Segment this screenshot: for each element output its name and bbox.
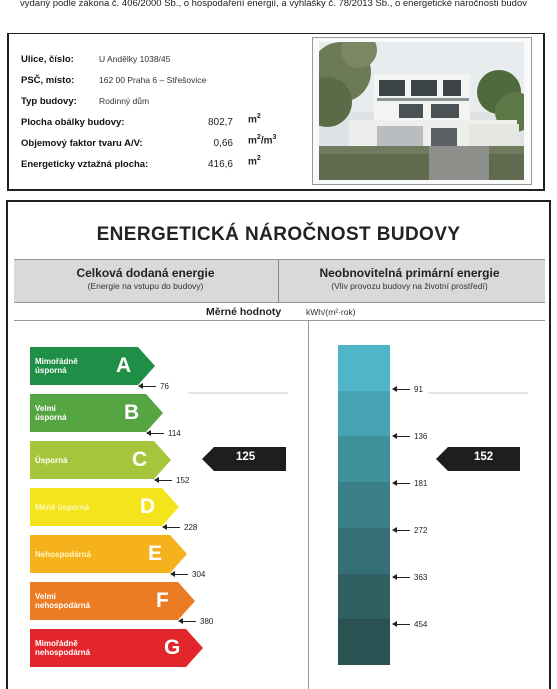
energy-class-letter: A — [116, 354, 132, 377]
column-header-band — [14, 259, 545, 303]
info-row-area — [21, 155, 311, 176]
threshold-arrow-icon — [158, 480, 172, 481]
shape-unit — [248, 134, 276, 146]
street-value: U Andělky 1038/45 — [99, 54, 171, 64]
specific-values-title: Měrné hodnoty — [206, 306, 282, 318]
left-threshold-152 — [158, 476, 189, 485]
legal-header-line: vydaný podle zákona č. 406/2000 Sb., o hospodaření energií, a vyhlášky č. 78/2013 Sb., o energetické náročnosti budov — [20, 0, 528, 9]
energy-class-label — [35, 550, 91, 559]
energy-class-e — [30, 535, 188, 573]
info-row-shape — [21, 134, 311, 155]
right-threshold-454 — [396, 620, 427, 629]
ladder-segment — [338, 482, 390, 528]
right-threshold-136 — [396, 432, 427, 441]
left-threshold-value: 304 — [192, 570, 206, 579]
ladder-segment — [338, 391, 390, 437]
ladder-segment — [338, 528, 390, 574]
right-column-header — [282, 266, 537, 291]
left-threshold-value: 114 — [168, 429, 181, 438]
specific-values-unit: kWh/(m²·rok) — [306, 307, 356, 317]
area-unit-base: m — [248, 156, 257, 168]
info-row-envelope — [21, 113, 311, 134]
left-threshold-value: 228 — [184, 523, 198, 532]
primary-energy-subheading: (Vliv provozu budovy na životní prostředí) — [331, 281, 488, 291]
threshold-arrow-icon — [396, 436, 410, 437]
center-divider — [308, 321, 309, 689]
shape-unit-exp1: 2 — [256, 134, 261, 141]
column-header-divider — [278, 260, 279, 302]
left-threshold-228 — [166, 523, 197, 532]
energy-class-label-line1: Mimořádně — [35, 357, 78, 366]
envelope-value: 802,7 — [207, 117, 233, 128]
energy-class-label — [35, 503, 89, 512]
street-label: Ulice, číslo: — [21, 54, 74, 65]
left-result-indicator — [202, 447, 286, 471]
ladder-segment — [338, 345, 390, 391]
left-threshold-value: 152 — [176, 476, 190, 485]
info-row-street — [21, 50, 311, 71]
total-energy-heading: Celková dodaná energie — [76, 266, 215, 280]
energy-class-letter: C — [132, 448, 148, 471]
right-result-indicator — [436, 447, 520, 471]
threshold-arrow-icon — [166, 527, 180, 528]
primary-energy-color-ladder — [338, 345, 390, 665]
building-photo-illustration — [319, 42, 524, 180]
right-threshold-181 — [396, 479, 427, 488]
energy-class-letter: F — [156, 589, 169, 612]
energy-class-letter: E — [148, 542, 163, 565]
shape-unit-base2: /m — [260, 135, 273, 147]
building-photo-frame — [312, 37, 532, 185]
building-photo — [319, 42, 524, 180]
ladder-segment — [338, 436, 390, 482]
area-unit-exp: 2 — [256, 155, 261, 162]
ladder-segment — [338, 574, 390, 620]
envelope-label: Plocha obálky budovy: — [21, 117, 125, 128]
left-threshold-value: 76 — [160, 382, 169, 391]
energy-class-label-line1: Úsporná — [35, 456, 68, 465]
energy-class-label-line2: úsporná — [35, 366, 67, 375]
envelope-unit — [248, 113, 261, 125]
energy-class-d — [30, 488, 180, 526]
right-threshold-272 — [396, 526, 427, 535]
energy-class-label — [35, 639, 90, 657]
left-column-header — [18, 266, 273, 291]
left-result-value: 125 — [236, 451, 256, 463]
threshold-arrow-icon — [396, 624, 410, 625]
type-value: Rodinný dům — [99, 96, 150, 106]
energy-class-label-line2: úsporná — [35, 413, 67, 422]
threshold-arrow-icon — [174, 574, 188, 575]
specific-values-row — [14, 303, 545, 321]
left-threshold-114 — [150, 429, 181, 438]
energy-class-letter: B — [124, 401, 140, 424]
right-threshold-value: 363 — [414, 573, 428, 582]
threshold-arrow-icon — [182, 621, 196, 622]
psc-label: PSČ, místo: — [21, 75, 75, 86]
psc-value: 162 00 Praha 6 – Střešovice — [99, 75, 207, 85]
left-threshold-380 — [182, 617, 213, 626]
energy-class-label — [35, 357, 78, 375]
faint-guide-line — [188, 392, 288, 394]
info-row-psc — [21, 71, 311, 92]
area-value: 416,6 — [207, 159, 233, 170]
threshold-arrow-icon — [150, 433, 164, 434]
ladder-segment — [338, 619, 390, 665]
energy-class-label-line1: Nehospodárná — [35, 550, 92, 559]
energy-class-label — [35, 404, 67, 422]
right-threshold-value: 181 — [414, 479, 428, 488]
right-threshold-363 — [396, 573, 427, 582]
total-energy-subheading: (Energie na vstupu do budovy) — [87, 281, 204, 291]
energy-performance-title: ENERGETICKÁ NÁROČNOST BUDOVY — [96, 224, 461, 245]
envelope-unit-exp: 2 — [256, 113, 261, 120]
energy-class-label — [35, 592, 90, 610]
threshold-arrow-icon — [142, 386, 156, 387]
shape-unit-exp2: 3 — [272, 134, 277, 141]
energy-class-label-line1: Mimořádně — [35, 639, 78, 648]
energy-class-label-line1: Velmi — [35, 404, 56, 413]
faint-guide-line — [428, 392, 528, 394]
energy-class-label — [35, 456, 67, 465]
right-threshold-value: 272 — [414, 526, 428, 535]
energy-class-c — [30, 441, 172, 479]
threshold-arrow-icon — [396, 389, 410, 390]
threshold-arrow-icon — [396, 483, 410, 484]
area-label: Energeticky vztažná plocha: — [21, 159, 149, 170]
shape-label: Objemový faktor tvaru A/V: — [21, 138, 143, 149]
energy-class-letter: G — [164, 636, 181, 659]
right-threshold-value: 454 — [414, 620, 428, 629]
left-threshold-304 — [174, 570, 205, 579]
envelope-unit-base: m — [248, 114, 257, 126]
type-label: Typ budovy: — [21, 96, 77, 107]
energy-class-label-line1: Velmi — [35, 592, 56, 601]
energy-class-b — [30, 394, 164, 432]
primary-energy-heading: Neobnovitelná primární energie — [319, 266, 500, 280]
building-info-rows — [21, 50, 311, 176]
energy-class-label-line2: nehospodárná — [35, 601, 91, 610]
info-row-type — [21, 92, 311, 113]
energy-class-a — [30, 347, 156, 385]
energy-class-g — [30, 629, 204, 667]
right-threshold-91 — [396, 385, 423, 394]
shape-unit-base: m — [248, 135, 257, 147]
right-result-value: 152 — [474, 451, 494, 463]
threshold-arrow-icon — [396, 530, 410, 531]
threshold-arrow-icon — [396, 577, 410, 578]
left-threshold-value: 380 — [200, 617, 214, 626]
left-threshold-76 — [142, 382, 169, 391]
shape-value: 0,66 — [213, 138, 233, 149]
energy-class-f — [30, 582, 196, 620]
energy-class-letter: D — [140, 495, 156, 518]
building-info-panel — [7, 33, 545, 191]
energy-performance-panel — [6, 200, 551, 689]
right-threshold-value: 136 — [414, 432, 428, 441]
energy-class-label-line2: nehospodárná — [35, 648, 91, 657]
right-threshold-value: 91 — [414, 385, 423, 394]
area-unit — [248, 155, 261, 167]
energy-class-label-line1: Méně úsporná — [35, 503, 90, 512]
